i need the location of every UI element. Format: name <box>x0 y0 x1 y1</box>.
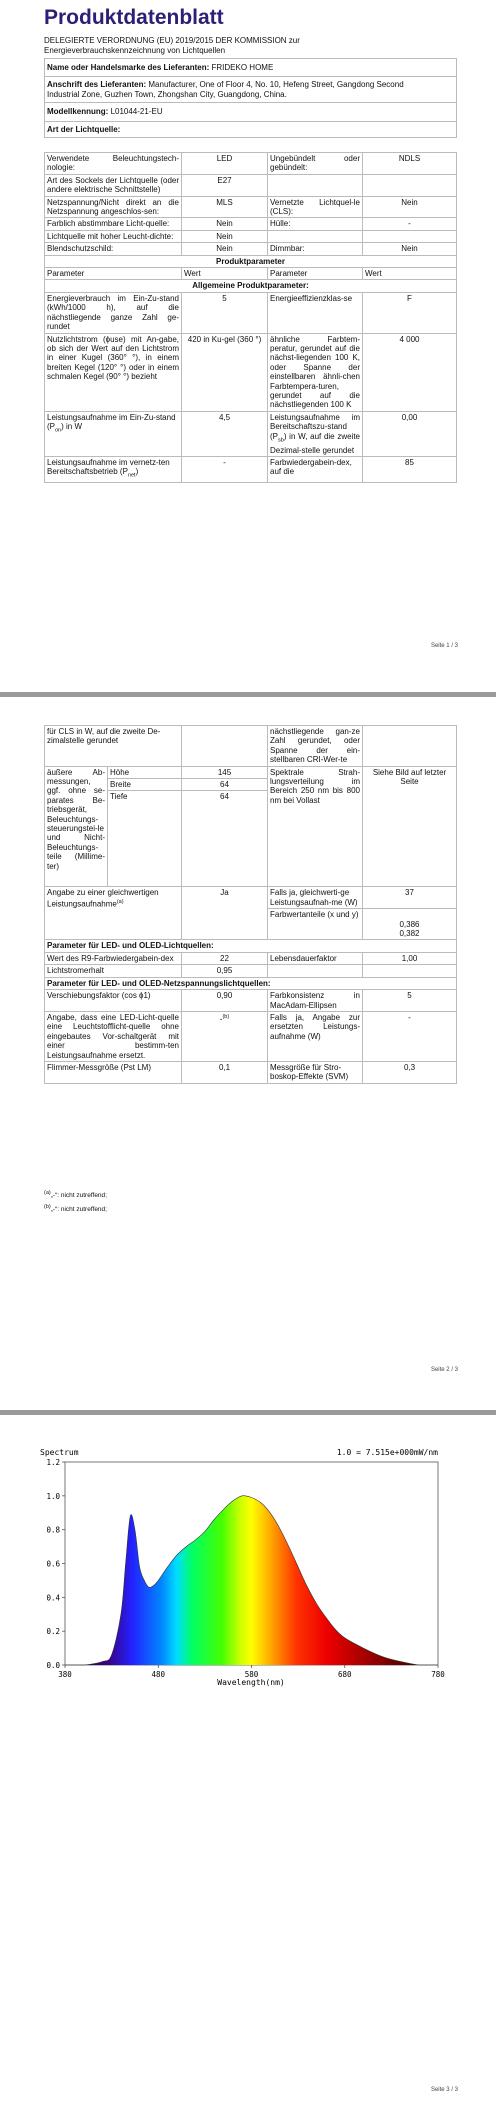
param-label: Hülle: <box>268 218 363 230</box>
page-2 <box>0 697 496 1408</box>
param-value: 0,95 <box>182 965 268 977</box>
table-row <box>45 411 457 456</box>
dimension-value: 64 <box>182 779 268 791</box>
param-label: nächstliegende gan-ze Zahl gerundet, oder Spanne der ein-stellbaren CRI-Wer-te <box>268 726 363 767</box>
param-value: Nein <box>182 230 268 242</box>
param-label: Wert des R9-Farbwiedergabein-dex <box>45 952 182 964</box>
chart-title: Spectrum <box>40 1448 79 1457</box>
dimensions-label: äußere Ab-messungen, ggf. ohne se-parates Be-triebsgerät, Beleuchtungs-steuerungstei-le und Nicht-Beleuchtungs-teile (Millime-ter) <box>45 766 108 887</box>
table-row <box>45 292 457 333</box>
table-row <box>45 1011 457 1061</box>
param-label: Falls ja, Angabe zur ersetzten Leistungs-aufnahme (W) <box>268 1011 363 1061</box>
model-label: Modellkennung: <box>47 107 109 117</box>
param-value <box>363 174 457 196</box>
param-value: 420 in Ku-gel (360 °) <box>182 333 268 411</box>
y-tick-label: 0.8 <box>46 1525 60 1535</box>
table-row <box>45 1061 457 1083</box>
table-row <box>45 952 457 964</box>
page-number: Seite 3 / 3 <box>430 2087 458 2093</box>
param-label: Energieeffizienzklas-se <box>268 292 363 333</box>
table-row <box>45 766 457 778</box>
param-value: 5 <box>182 292 268 333</box>
dimension-value: 145 <box>182 766 268 778</box>
param-label <box>268 174 363 196</box>
table-row <box>45 965 457 977</box>
param-value: 37 <box>363 887 457 909</box>
param-label: Lebensdauerfaktor <box>268 952 363 964</box>
column-header: Wert <box>182 268 268 280</box>
param-label: Angabe zu einer gleichwertigen Leistungsaufnahme$^{(a)}$ <box>45 887 182 940</box>
x-axis-label: Wavelength(nm) <box>217 1678 285 1687</box>
param-value: 85 <box>363 456 457 482</box>
address-value-2: Industrial Zone, Guzhen Town, Zhongshan City, Guangdong, China. <box>47 89 287 99</box>
page-number: Seite 2 / 3 <box>430 1367 458 1373</box>
y-tick-label: 0.2 <box>46 1627 60 1637</box>
table-row <box>45 887 457 909</box>
param-label: Ungebündelt oder gebündelt: <box>268 153 363 175</box>
param-label <box>268 230 363 242</box>
x-tick-label: 780 <box>431 1670 445 1679</box>
param-label: Blendschutzschild: <box>45 243 182 255</box>
type-heading: Art der Lichtquelle: <box>45 121 457 137</box>
param-label: Falls ja, gleichwerti-ge Leistungsaufnah-me (W) <box>268 887 363 909</box>
mains-params-heading: Parameter für LED- und OLED-Netzspannungslichtquellen: <box>45 977 457 989</box>
param-value: - <box>363 218 457 230</box>
param-label: Farbwertanteile (x und y) <box>268 909 363 940</box>
x-tick-label: 380 <box>58 1670 72 1679</box>
table-row <box>45 196 457 218</box>
dimension-label: Breite <box>108 779 182 791</box>
page-1 <box>0 0 496 690</box>
param-value: Ja <box>182 887 268 940</box>
spectrum-area <box>65 1496 438 1665</box>
param-value: Nein <box>182 218 268 230</box>
address-value-1: Manufacturer, One of Floor 4, No. 10, Hefeng Street, Gangdong Second <box>148 80 404 90</box>
param-value: - <box>182 456 268 482</box>
param-value: 4 000 <box>363 333 457 411</box>
column-header: Parameter <box>45 268 182 280</box>
y-tick-label: 1.0 <box>46 1491 60 1501</box>
footnote-b: $^{(b)}$„-“: nicht zutreffend; <box>44 1204 107 1214</box>
param-label: Verschiebungsfaktor (cos ɸ1) <box>45 990 182 1012</box>
y-tick-label: 0.4 <box>46 1593 60 1603</box>
param-value: 0,00 <box>363 411 457 456</box>
param-label: Verwendete Beleuchtungstech-nologie: <box>45 153 182 175</box>
x-tick-label: 480 <box>151 1670 166 1679</box>
footnote-a: $^{(a)}$„-“: nicht zutreffend; <box>44 1190 107 1200</box>
table-row <box>45 333 457 411</box>
dimension-label: Höhe <box>108 766 182 778</box>
param-value: F <box>363 292 457 333</box>
page-3 <box>0 1415 496 2102</box>
param-label: Leistungsaufnahme im Bereitschaftszu-stand $(P_{sb})$ in W, auf die zweite Dezimal-stelle gerundet <box>268 411 363 456</box>
x-tick-label: 680 <box>337 1670 352 1679</box>
column-header-row <box>45 268 457 280</box>
x-tick-label: 580 <box>244 1670 259 1679</box>
column-header: Wert <box>363 268 457 280</box>
document-title: Produktdatenblatt <box>44 6 224 29</box>
dimension-label: Tiefe <box>108 791 182 887</box>
param-label: Spektrale Strah-lungsverteilung im Bereich 250 nm bis 800 nm bei Vollast <box>268 766 363 887</box>
param-label: Dimmbar: <box>268 243 363 255</box>
regulation-line-2: Energieverbrauchskennzeichnung von Lichtquellen <box>44 46 226 55</box>
param-label: Art des Sockels der Lichtquelle (oder andere elektrische Schnittstelle) <box>45 174 182 196</box>
y-tick-label: 0.6 <box>46 1559 60 1569</box>
param-value: Siehe Bild auf letzter Seite <box>363 766 457 887</box>
y-tick-label: 1.2 <box>46 1458 60 1467</box>
param-value: MLS <box>182 196 268 218</box>
param-value: LED <box>182 153 268 175</box>
param-label: Vernetzte Lichtquel-le (CLS): <box>268 196 363 218</box>
supplier-table <box>44 58 457 138</box>
param-label: Netzspannung/Nicht direkt an die Netzspannung angeschlos-sen: <box>45 196 182 218</box>
param-label: für CLS in W, auf die zweite De-zimalstelle gerundet <box>45 726 182 767</box>
table-row <box>45 726 457 767</box>
param-label: Angabe, dass eine LED-Licht-quelle eine Leuchtstofflicht-quelle ohne eingebautes Vor-schaltgerät mit einer bestimm-ten Leistungsaufnahme ersetzt. <box>45 1011 182 1061</box>
param-value: 0,3 <box>363 1061 457 1083</box>
y-tick-label: 0.0 <box>46 1661 60 1670</box>
param-value: Nein <box>363 243 457 255</box>
param-value: -$^{(b)}$ <box>182 1011 268 1061</box>
param-label: Leistungsaufnahme im Ein-Zu-stand $(P_{on})$ in W <box>45 411 182 456</box>
param-value: 0,90 <box>182 990 268 1012</box>
param-value: 0,1 <box>182 1061 268 1083</box>
table-row <box>45 230 457 242</box>
param-label: Flimmer-Messgröße (Pst LM) <box>45 1061 182 1083</box>
light-source-type-table <box>44 152 457 483</box>
param-label: Energieverbrauch im Ein-Zu-stand (kWh/1000 h), auf die nächstliegende ganze Zahl ge-rundet <box>45 292 182 333</box>
param-value: 5 <box>363 990 457 1012</box>
led-params-heading: Parameter für LED- und OLED-Lichtquellen: <box>45 940 457 952</box>
model-value: L01044-21-EU <box>110 107 163 117</box>
table-row <box>45 153 457 175</box>
param-value: 0,386 0,382 <box>363 909 457 940</box>
supplier-label: Name oder Handelsmarke des Lieferanten: <box>47 63 210 72</box>
param-value: NDLS <box>363 153 457 175</box>
param-value: Nein <box>363 196 457 218</box>
product-params-table-continued <box>44 725 457 1084</box>
table-row <box>45 990 457 1012</box>
chart-scale-annotation: 1.0 = 7.515e+000mW/nm <box>336 1448 438 1457</box>
param-label: Leistungsaufnahme im vernetz-ten Bereitschaftsbetrieb $(P_{net})$ <box>45 456 182 482</box>
param-label: Nutzlichtstrom (ɸuse) mit An-gabe, ob sich der Wert auf den Lichtstrom in einer Kugel (360° °), in einem breiten Kegel (120° °) oder in einem schmalen Kegel (90° °) bezieht <box>45 333 182 411</box>
param-value: E27 <box>182 174 268 196</box>
param-value: 22 <box>182 952 268 964</box>
table-row <box>45 243 457 255</box>
column-header: Parameter <box>268 268 363 280</box>
table-row <box>45 218 457 230</box>
regulation-line-1: DELEGIERTE VERORDNUNG (EU) 2019/2015 DER KOMMISSION zur <box>44 36 300 45</box>
spectrum-chart <box>0 1415 496 1715</box>
param-label: Lichtquelle mit hoher Leucht-dichte: <box>45 230 182 242</box>
dimension-value: 64 <box>182 791 268 887</box>
table-row <box>45 174 457 196</box>
param-value <box>363 230 457 242</box>
param-label: Messgröße für Stro-boskop-Effekte (SVM) <box>268 1061 363 1083</box>
param-label: Farblich abstimmbare Licht-quelle: <box>45 218 182 230</box>
param-value: 4,5 <box>182 411 268 456</box>
page-number: Seite 1 / 3 <box>430 643 458 649</box>
general-params-heading: Allgemeine Produktparameter: <box>45 280 457 292</box>
param-value: - <box>363 1011 457 1061</box>
product-params-heading: Produktparameter <box>45 255 457 267</box>
param-value: Nein <box>182 243 268 255</box>
param-label: Farbkonsistenz in MacAdam-Ellipsen <box>268 990 363 1012</box>
param-label: ähnliche Farbtem-peratur, gerundet auf die nächst-liegenden 100 K, oder Spanne der einstellbaren ähnli-chen Farbtempera-turen, gerundet auf die nächstliegenden 100 K <box>268 333 363 411</box>
param-label: Farbwiedergabein-dex, auf die <box>268 456 363 482</box>
address-label: Anschrift des Lieferanten: <box>47 80 147 90</box>
table-row <box>45 456 457 482</box>
supplier-value: FRIDEKO HOME <box>211 63 274 72</box>
param-label: Lichtstromerhalt <box>45 965 182 977</box>
param-value: 1,00 <box>363 952 457 964</box>
chart-series <box>65 1496 438 1665</box>
